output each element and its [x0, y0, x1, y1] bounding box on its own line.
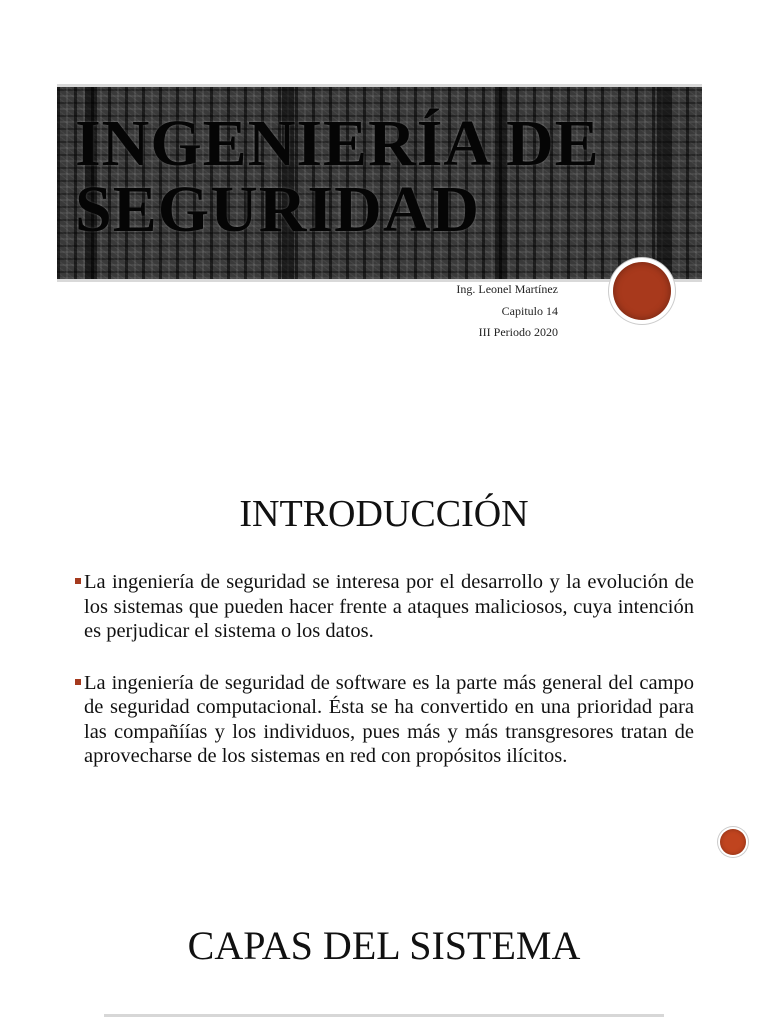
bullet-text: La ingeniería de seguridad de software es la parte más general del campo de seguridad computacional. Ésta se ha convertido en una prioridad para las compañíías y los individuos, pues más y más transgresores tratan de aprovecharse de los sistemas en red con propósitos ilícitos.	[84, 671, 694, 767]
decorative-circle-icon	[609, 258, 675, 324]
bullet-item	[76, 570, 694, 644]
author-line: Ing. Leonel Martínez	[456, 282, 558, 296]
square-bullet-icon	[75, 578, 81, 584]
square-bullet-icon	[75, 679, 81, 685]
divider	[104, 1014, 664, 1017]
bullet-item	[76, 671, 694, 769]
presentation-title: INGENIERÍA DE SEGURIDAD	[75, 107, 600, 246]
bullet-list	[76, 570, 694, 796]
introduction-slide	[0, 380, 768, 880]
chapter-line: Capitulo 14	[501, 303, 558, 318]
slide-title: CAPAS DEL SISTEMA	[187, 923, 581, 968]
decorative-circle-icon	[718, 827, 748, 857]
layers-slide	[0, 880, 768, 1024]
title-banner	[57, 84, 702, 282]
presentation-subtitle	[456, 279, 558, 344]
slide-title: INTRODUCCIÓN	[239, 493, 529, 535]
bullet-text: La ingeniería de seguridad se interesa por el desarrollo y la evolución de los sistemas que pueden hacer frente a ataques maliciosos, cuya intención es perjudicar el sistema o los datos.	[84, 571, 694, 642]
period-line: III Periodo 2020	[478, 325, 558, 339]
title-slide	[0, 0, 768, 380]
